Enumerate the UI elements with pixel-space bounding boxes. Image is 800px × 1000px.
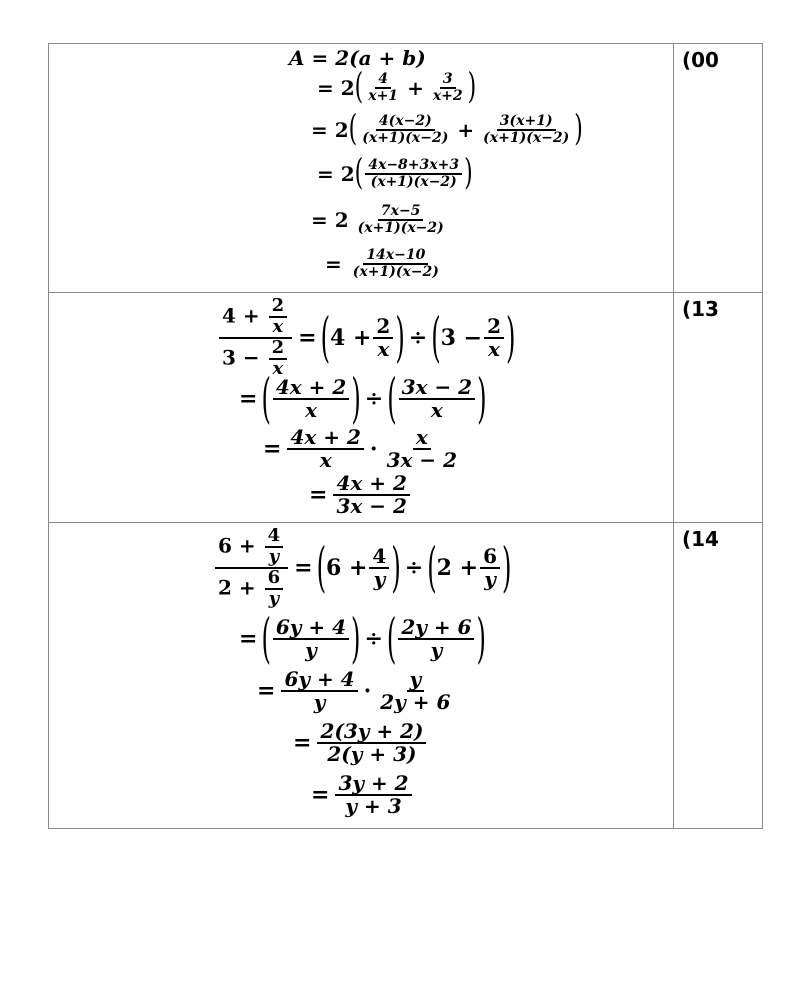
step-line: = 2 ( $\frac{4(x-2)}{(x+1)(x-2)}$ + $\frac{3(x+1)}{(x+1)(x-2)}$ ): [311, 109, 583, 150]
reference-label: (00: [674, 44, 763, 293]
complex-fraction: 4 + $\frac{2}{x}$ 3 − $\frac{2}{x}$: [219, 297, 292, 379]
step-line: = 2 ( $\frac{4}{x+1}$ + $\frac{3}{x+2}$ ): [317, 67, 477, 108]
fraction: $\frac{3}{x+2}$: [432, 71, 463, 104]
table-row: [49, 44, 763, 293]
step-line: = ( $\frac{6y + 4}{y}$ ) ÷ ( $\frac{2y + 6}{y}$ ): [239, 608, 486, 670]
fraction: $\frac{4(x-2)}{(x+1)(x-2)}$: [362, 113, 449, 146]
fraction: $\frac{2}{x}$: [373, 316, 393, 360]
step-line: = ( $\frac{4x + 2}{x}$ ) ÷ ( $\frac{3x - 2}{x}$ ): [239, 368, 487, 430]
math-cell: [49, 44, 674, 293]
fraction: $\frac{2y + 6}{y}$: [398, 617, 474, 661]
fraction: $\frac{3(x+1)}{(x+1)(x-2)}$: [483, 113, 570, 146]
step-prefix: =: [325, 251, 342, 276]
fraction: $\frac{7x-5}{(x+1)(x-2)}$: [357, 203, 444, 236]
fraction: $\frac{6y + 4}{y}$: [273, 617, 349, 661]
fraction: $\frac{4}{x+1}$: [368, 71, 399, 104]
fraction: $\frac{14x-10}{(x+1)(x-2)}$: [352, 247, 439, 280]
step-line: = 2 ( $\frac{4x-8+3x+3}{(x+1)(x-2)}$ ): [317, 153, 473, 194]
fraction: $\frac{x}{3x - 2}$: [386, 425, 458, 472]
step-prefix: = 2: [311, 117, 349, 142]
fraction: $\frac{6y + 4}{y}$: [281, 669, 357, 713]
step-line: = $\frac{3y + 2}{y + 3}$: [307, 773, 414, 817]
solutions-table: [48, 43, 763, 829]
fraction: $\frac{4x-8+3x+3}{(x+1)(x-2)}$: [365, 158, 462, 189]
table-row: [49, 523, 763, 829]
reference-label: (14: [674, 523, 763, 829]
fraction: $\frac{3y + 2}{y + 3}$: [335, 773, 411, 817]
fraction: $\frac{2(3y + 2)}{2(y + 3)}$: [317, 721, 426, 765]
step-line: [325, 248, 444, 279]
step-line: = $\frac{4x + 2}{x}$ · $\frac{x}{3x - 2}$: [259, 427, 462, 471]
table-row: [49, 293, 763, 523]
fraction: $\frac{3x - 2}{x}$: [399, 377, 475, 421]
fraction: $\frac{4x + 2}{x}$: [273, 377, 349, 421]
step-line: [311, 204, 449, 235]
step-line: = $\frac{2(3y + 2)}{2(y + 3)}$: [289, 721, 428, 765]
equation-text: A = 2(a + b): [289, 46, 426, 70]
fraction: $\frac{4x + 2}{3x - 2}$: [333, 473, 409, 517]
reference-label: (13: [674, 293, 763, 523]
step-line: 6 + $\frac{4}{y}$ 2 + $\frac{6}{y}$ = ( 6 + $\frac{4}{y}$ ) ÷ ( 2 + $\frac{6}{y}$ ): [213, 527, 511, 609]
solutions-sheet: [48, 43, 752, 829]
complex-fraction: 6 + $\frac{4}{y}$ 2 + $\frac{6}{y}$: [215, 527, 288, 609]
step-line: = $\frac{6y + 4}{y}$ · $\frac{y}{2y + 6}$: [253, 669, 455, 713]
step-prefix: = 2: [317, 75, 355, 100]
step-line: 4 + $\frac{2}{x}$ 3 − $\frac{2}{x}$ = ( 4 + $\frac{2}{x}$ ) ÷ ( 3 − $\frac{2}{x}$ ): [217, 297, 515, 379]
fraction: $\frac{6}{y}$: [480, 546, 500, 590]
fraction: $\frac{2}{x}$: [484, 316, 504, 360]
fraction: $\frac{4x + 2}{x}$: [287, 427, 363, 471]
math-cell: [49, 523, 674, 829]
step-prefix: = 2: [317, 161, 355, 186]
fraction: $\frac{4}{y}$: [369, 546, 389, 590]
step-line: = $\frac{4x + 2}{3x - 2}$: [305, 473, 412, 517]
step-line: [289, 46, 426, 70]
math-cell: [49, 293, 674, 523]
step-prefix: = 2: [311, 207, 349, 232]
fraction: $\frac{y}{2y + 6}$: [380, 667, 451, 714]
